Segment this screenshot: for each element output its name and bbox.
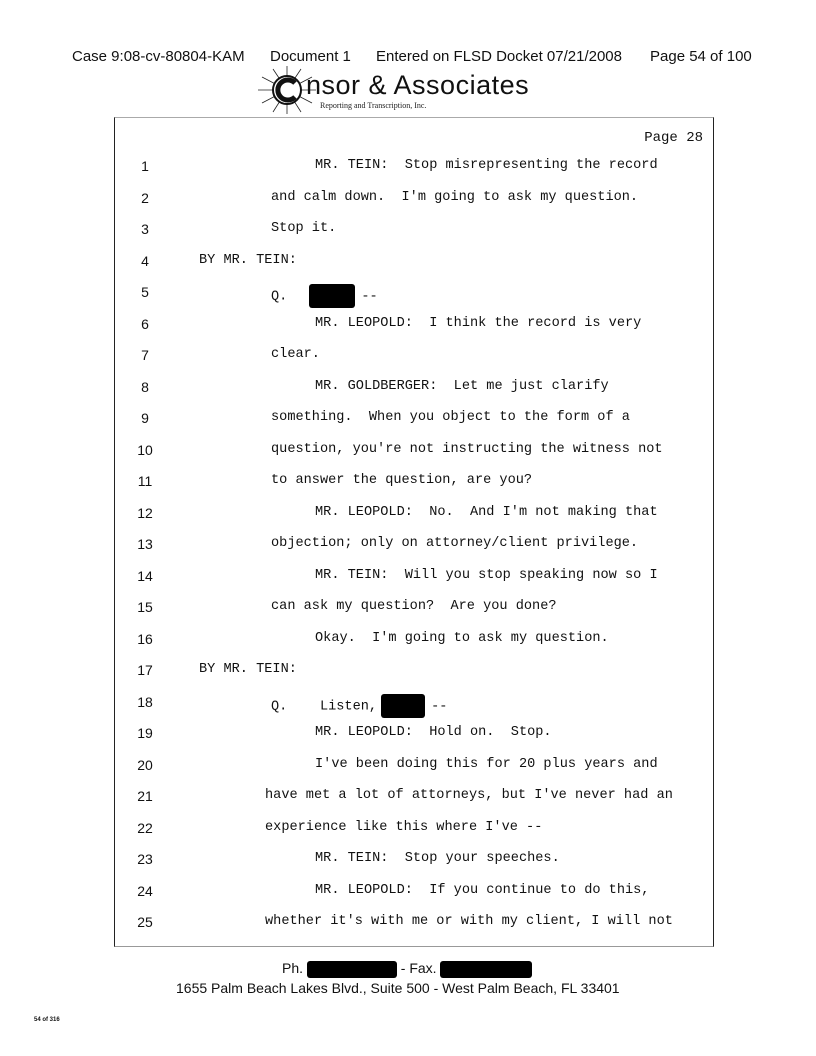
line-text-body: can ask my question? Are you done?: [271, 599, 557, 614]
line-number: 11: [137, 473, 153, 489]
line-number: 6: [141, 315, 149, 332]
line-text-body: MR. TEIN: Stop your speeches.: [315, 851, 560, 866]
line-text-body: to answer the question, are you?: [271, 473, 533, 488]
transcript-line: [115, 688, 713, 718]
line-number: 2: [141, 189, 149, 206]
line-text: [271, 221, 336, 236]
line-text: [199, 662, 297, 677]
line-text-body: BY MR. TEIN:: [199, 662, 297, 677]
line-text: [315, 158, 658, 173]
line-text-body: MR. TEIN: Will you stop speaking now so I: [315, 567, 658, 583]
case-number: Case 9:08-cv-80804-KAM: [72, 48, 245, 65]
line-text-body: experience like this where I've --: [265, 819, 543, 835]
line-text: [265, 788, 673, 803]
line-text: [271, 694, 447, 718]
line-number: 16: [137, 630, 153, 647]
line-text-body: MR. TEIN: Stop misrepresenting the record: [315, 158, 658, 173]
line-text-body: Q. Listen,: [271, 699, 378, 715]
line-text: [271, 536, 638, 551]
transcript-page-number: Page 28: [644, 130, 703, 146]
line-text-tail: --: [431, 699, 448, 715]
line-text-body: whether it's with me or with my client, I will not: [265, 914, 673, 929]
line-text-body: BY MR. TEIN:: [199, 252, 297, 268]
transcript-line: [115, 341, 713, 371]
logo-name: nsor & Associates: [306, 70, 530, 100]
line-number: 9: [141, 410, 149, 426]
transcript-line: [115, 877, 713, 907]
line-text-body: question, you're not instructing the witness not: [271, 441, 663, 457]
line-text-body: MR. LEOPOLD: Hold on. Stop.: [315, 725, 552, 740]
line-number: 5: [141, 284, 149, 300]
line-number: 21: [137, 788, 153, 804]
line-number: 12: [137, 504, 153, 521]
line-number: 20: [137, 756, 153, 773]
line-text: [199, 253, 297, 268]
transcript-line: [115, 436, 713, 466]
transcript-line: [115, 278, 713, 308]
document-number: Document 1: [270, 48, 351, 65]
transcript-line: [115, 310, 713, 340]
line-text-body: MR. LEOPOLD: No. And I'm not making that: [315, 504, 658, 520]
line-number: 1: [141, 158, 149, 174]
transcript-line: [115, 782, 713, 812]
transcript-line: [115, 152, 713, 182]
transcript-page: [114, 117, 714, 947]
line-text-body: Q.: [271, 289, 288, 305]
line-text: [315, 568, 658, 583]
line-number: 13: [137, 536, 153, 552]
line-number: 25: [137, 914, 153, 930]
line-text: [315, 505, 658, 520]
line-text-body: Stop it.: [271, 221, 337, 236]
company-logo: [258, 66, 558, 116]
docket-entry: Entered on FLSD Docket 07/21/2008: [376, 48, 622, 65]
line-text-body: clear.: [271, 347, 320, 362]
line-text: [315, 757, 658, 772]
line-text-body: objection; only on attorney/client privilege.: [271, 536, 639, 551]
transcript-line: [115, 184, 713, 214]
line-text: [265, 820, 542, 835]
transcript-line: [115, 625, 713, 655]
line-text: [271, 442, 663, 457]
line-text-body: have met a lot of attorneys, but I've never had an: [265, 788, 673, 803]
line-number: 14: [137, 567, 153, 584]
transcript-line: [115, 845, 713, 875]
line-number: 3: [141, 221, 149, 237]
line-number: 18: [137, 693, 153, 710]
line-text: [315, 631, 609, 646]
transcript-line: [115, 656, 713, 686]
line-text: [315, 883, 649, 898]
footer-contact: [282, 960, 532, 978]
line-text: [315, 316, 641, 331]
line-text: [271, 473, 532, 488]
line-text-body: something. When you object to the form of a: [271, 410, 630, 425]
line-text: [271, 410, 630, 425]
footer-address: 1655 Palm Beach Lakes Blvd., Suite 500 - West Palm Beach, FL 33401: [176, 980, 620, 996]
transcript-line: [115, 247, 713, 277]
line-number: 19: [137, 725, 153, 741]
page-counter: Page 54 of 100: [650, 48, 752, 65]
phone-redaction: [307, 961, 397, 978]
fax-label: - Fax.: [400, 960, 437, 976]
transcript-line: [115, 530, 713, 560]
line-text: [315, 379, 609, 394]
line-number: 24: [137, 882, 153, 899]
name-redaction: [309, 284, 355, 308]
line-number: 22: [137, 819, 153, 836]
line-text-body: Okay. I'm going to ask my question.: [315, 630, 609, 646]
line-number: 4: [141, 252, 149, 269]
fax-redaction: [440, 961, 532, 978]
transcript-line: [115, 751, 713, 781]
line-number: 10: [137, 441, 153, 458]
name-redaction: [381, 694, 425, 718]
line-text-body: MR. LEOPOLD: I think the record is very: [315, 315, 642, 331]
line-text: [271, 347, 320, 362]
line-number: 8: [141, 378, 149, 395]
line-text: [315, 725, 552, 740]
line-text-body: MR. GOLDBERGER: Let me just clarify: [315, 378, 609, 394]
transcript-line: [115, 404, 713, 434]
phone-label: Ph.: [282, 960, 304, 976]
line-text: [271, 599, 557, 614]
line-number: 7: [141, 347, 149, 363]
line-text-body: MR. LEOPOLD: If you continue to do this,: [315, 882, 650, 898]
line-text: [271, 190, 638, 205]
transcript-line: [115, 814, 713, 844]
line-text: [271, 284, 378, 308]
transcript-line: [115, 593, 713, 623]
transcript-line: [115, 467, 713, 497]
transcript-line: [115, 215, 713, 245]
line-number: 23: [137, 851, 153, 867]
line-text-tail: --: [361, 289, 378, 305]
transcript-line: [115, 719, 713, 749]
line-text-body: I've been doing this for 20 plus years and: [315, 756, 658, 772]
transcript-line: [115, 499, 713, 529]
line-text-body: and calm down. I'm going to ask my question.: [271, 189, 639, 205]
transcript-line: [115, 562, 713, 592]
line-text: [315, 851, 560, 866]
line-text: [265, 914, 673, 929]
transcript-line: [115, 373, 713, 403]
transcript-line: [115, 908, 713, 938]
line-number: 15: [137, 599, 153, 615]
line-number: 17: [137, 662, 153, 678]
logo-tagline: Reporting and Transcription, Inc.: [320, 101, 427, 110]
page-stamp: 54 of 316: [34, 1017, 60, 1023]
